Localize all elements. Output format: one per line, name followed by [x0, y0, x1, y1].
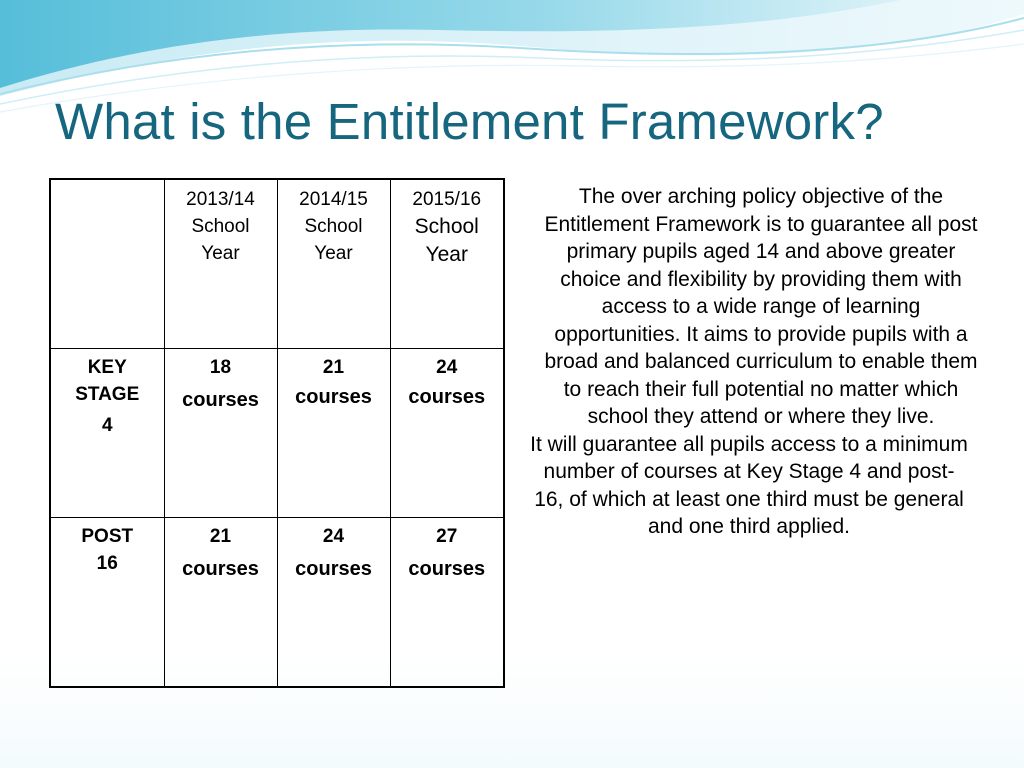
table-cell — [164, 348, 277, 517]
header-year-label: Year — [314, 243, 353, 264]
table-header-cell — [277, 179, 390, 348]
row-label-post-16 — [50, 517, 164, 687]
policy-paragraph: The over arching policy objective of the Entitlement Framework is to guarantee all post primary pupils aged 14 and above greater choice and flexibility by providing them with access to a wide range of learning opportunities. It aims to provide pupils with a broad and balanced curriculum to enable them to reach their full potential no matter which school they attend or where they live. — [544, 185, 978, 428]
course-unit: courses — [182, 557, 259, 580]
table-cell — [277, 517, 390, 687]
course-unit: courses — [408, 557, 486, 580]
header-year: 2015/16 — [412, 189, 482, 210]
header-year: 2014/15 — [299, 189, 368, 210]
header-year-label: Year — [425, 243, 468, 266]
row-label-part: POST — [81, 525, 134, 547]
course-count: 27 — [436, 525, 458, 547]
table-row — [50, 517, 504, 687]
row-label-part: KEY — [87, 356, 127, 378]
header-school: School — [191, 216, 250, 237]
row-label-part: 16 — [96, 552, 118, 574]
header-year-label: Year — [201, 243, 240, 264]
courses-table-container — [49, 178, 505, 688]
course-unit: courses — [182, 388, 259, 411]
courses-table — [49, 178, 505, 688]
row-label-key-stage-4 — [50, 348, 164, 517]
table-header-cell — [164, 179, 277, 348]
table-row — [50, 348, 504, 517]
page-title: What is the Entitlement Framework? — [55, 93, 884, 150]
course-count: 24 — [322, 525, 345, 547]
header-school: School — [304, 216, 363, 237]
course-unit: courses — [295, 385, 372, 408]
course-count: 21 — [209, 525, 232, 547]
body-text — [527, 183, 987, 541]
table-cell — [164, 517, 277, 687]
table-corner-cell — [50, 179, 164, 348]
guarantee-paragraph: It will guarantee all pupils access to a minimum number of courses at Key Stage 4 and post-16, of which at least one third must be general and one third applied. — [530, 432, 968, 538]
course-count: 24 — [436, 356, 458, 378]
row-label-part: 4 — [101, 414, 113, 436]
table-cell — [390, 348, 504, 517]
table-header-row — [50, 179, 504, 348]
header-year: 2013/14 — [186, 189, 255, 210]
header-school: School — [414, 215, 479, 238]
course-unit: courses — [408, 385, 486, 408]
table-header-cell — [390, 179, 504, 348]
course-unit: courses — [295, 557, 372, 580]
table-cell — [277, 348, 390, 517]
table-cell — [390, 517, 504, 687]
course-count: 21 — [322, 356, 345, 378]
row-label-part: STAGE — [75, 383, 140, 405]
course-count: 18 — [209, 356, 232, 378]
